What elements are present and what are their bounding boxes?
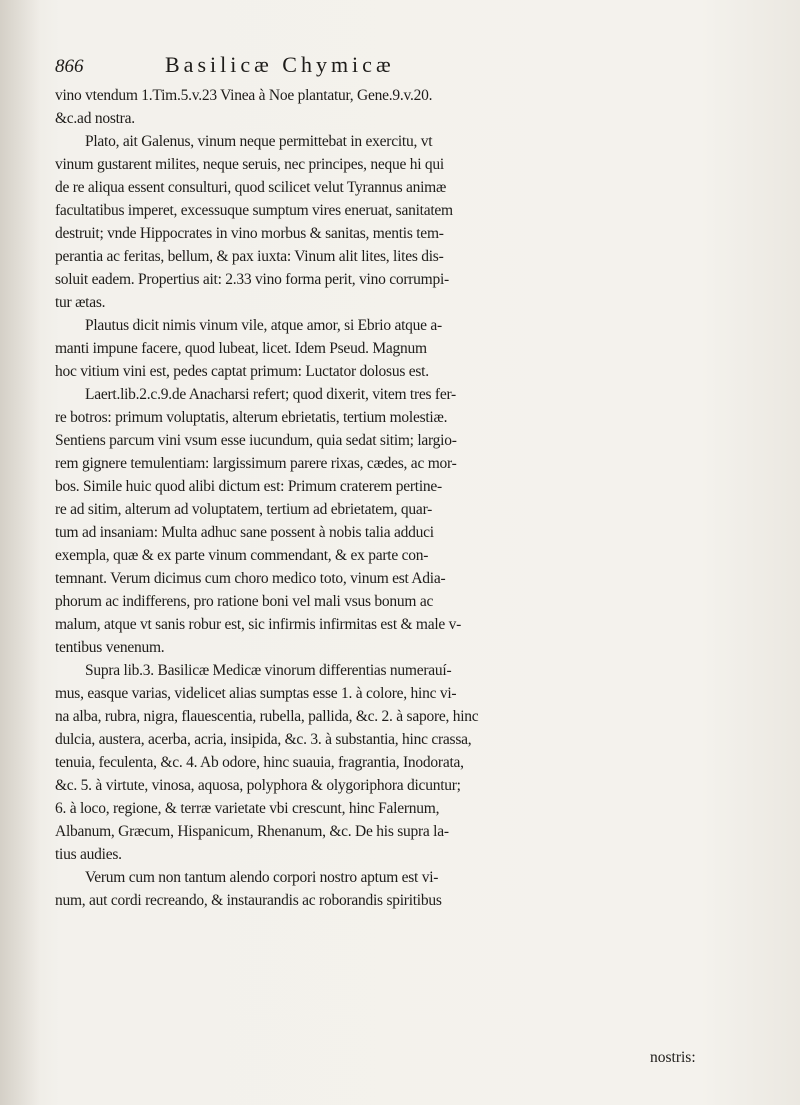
text-line: de re aliqua essent consulturi, quod scilicet velut Tyrannus animæ	[55, 179, 447, 196]
text-line: dulcia, austera, acerba, acria, insipida, &c. 3. à substantia, hinc crassa,	[55, 731, 472, 748]
text-line: vino vtendum 1.Tim.5.v.23 Vinea à Noe plantatur, Gene.9.v.20.	[55, 87, 433, 104]
text-line: re botros: primum voluptatis, alterum ebrietatis, tertium molestiæ.	[55, 409, 448, 426]
text-line: manti impune facere, quod lubeat, licet. Idem Pseud. Magnum	[55, 340, 427, 357]
text-line: &c. 5. à virtute, vinosa, aquosa, polyphora & olygoriphora dicuntur;	[55, 777, 461, 794]
text-line: Albanum, Græcum, Hispanicum, Rhenanum, &c. De his supra la-	[55, 823, 449, 840]
text-line: phorum ac indifferens, pro ratione boni vel mali vsus bonum ac	[55, 593, 434, 610]
text-line: re ad sitim, alterum ad voluptatem, tertium ad ebrietatem, quar-	[55, 501, 433, 518]
text-line: tius audies.	[55, 846, 122, 863]
text-line: mus, easque varias, videlicet alias sumptas esse 1. à colore, hinc vi-	[55, 685, 457, 702]
text-line: soluit eadem. Propertius ait: 2.33 vino forma perit, vino corrumpi-	[55, 271, 449, 288]
catchword: nostris:	[650, 1049, 696, 1066]
text-line: tum ad insaniam: Multa adhuc sane possent à nobis talia adduci	[55, 524, 434, 541]
text-line: Supra lib.3. Basilicæ Medicæ vinorum differentias numerauí-	[85, 662, 452, 679]
text-line: facultatibus imperet, excessuque sumptum vires eneruat, sanitatem	[55, 202, 453, 219]
text-line: Plautus dicit nimis vinum vile, atque amor, si Ebrio atque a-	[85, 317, 442, 334]
text-line: temnant. Verum dicimus cum choro medico toto, vinum est Adia-	[55, 570, 446, 587]
text-line: malum, atque vt sanis robur est, sic infirmis infirmitas est & male v-	[55, 616, 462, 633]
text-line: Sentiens parcum vini vsum esse iucundum, quia sedat sitim; largio-	[55, 432, 457, 449]
text-line: perantia ac feritas, bellum, & pax iuxta: Vinum alit lites, lites dis-	[55, 248, 444, 265]
page-header	[55, 52, 745, 82]
text-line: tenuia, feculenta, &c. 4. Ab odore, hinc suauia, fragrantia, Inodorata,	[55, 754, 464, 771]
text-line: destruit; vnde Hippocrates in vino morbus & sanitas, mentis tem-	[55, 225, 444, 242]
text-line: Laert.lib.2.c.9.de Anacharsi refert; quod dixerit, vitem tres fer-	[85, 386, 456, 403]
text-line: vinum gustarent milites, neque seruis, nec principes, neque hi qui	[55, 156, 444, 173]
gutter-shadow	[0, 0, 40, 1105]
text-line: 6. à loco, regione, & terræ varietate vbi crescunt, hinc Falernum,	[55, 800, 440, 817]
text-line: rem gignere temulentiam: largissimum parere rixas, cædes, ac mor-	[55, 455, 457, 472]
text-line: Plato, ait Galenus, vinum neque permittebat in exercitu, vt	[85, 133, 433, 150]
text-line: num, aut cordi recreando, & instaurandis ac roborandis spiritibus	[55, 892, 442, 909]
text-line: tentibus venenum.	[55, 639, 165, 656]
body-text	[55, 84, 755, 912]
text-line: tur ætas.	[55, 294, 106, 311]
text-line: Verum cum non tantum alendo corpori nostro aptum est vi-	[85, 869, 439, 886]
text-line: exempla, quæ & ex parte vinum commendant, & ex parte con-	[55, 547, 429, 564]
text-line: na alba, rubra, nigra, flauescentia, rubella, pallida, &c. 2. à sapore, hinc	[55, 708, 479, 725]
text-line: &c.ad nostra.	[55, 110, 135, 127]
page-number: 866	[55, 56, 84, 77]
running-head: Basilicæ Chymicæ	[165, 52, 395, 77]
text-line: hoc vitium vini est, pedes captat primum: Luctator dolosus est.	[55, 363, 429, 380]
text-line: bos. Simile huic quod alibi dictum est: Primum craterem pertine-	[55, 478, 442, 495]
